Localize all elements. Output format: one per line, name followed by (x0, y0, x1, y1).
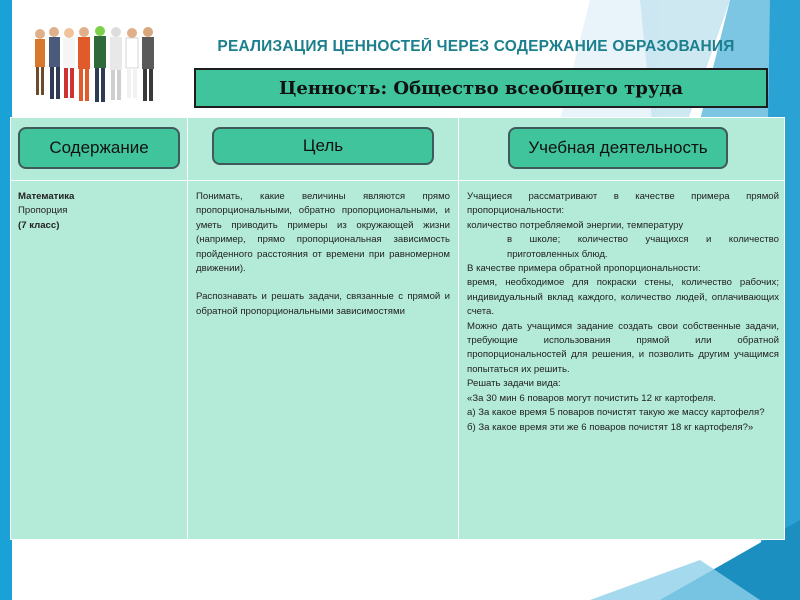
activity-cell (467, 190, 779, 435)
worker-figure (49, 27, 60, 99)
header-activity: Учебная деятельность (508, 127, 728, 169)
content-column (11, 118, 187, 539)
worker-figure (142, 27, 154, 101)
grade-label: (7 класс) (18, 219, 60, 231)
subject-name: Математика (18, 191, 75, 202)
activity-line: Решать задачи вида: (467, 378, 561, 390)
worker-figure (94, 26, 106, 102)
activity-line: б) За какое время эти же 6 поваров почистят 18 кг картофеля?» (467, 421, 754, 433)
workers-illustration (30, 20, 170, 110)
header-goal: Цель (212, 127, 434, 165)
activity-line: а) За какое время 5 поваров почистят такую же массу картофеля? (467, 407, 765, 419)
activity-line: В качестве примера обратной пропорциональности: (467, 263, 701, 275)
content-cell (18, 190, 178, 233)
topic-name: Пропорция (18, 205, 68, 217)
header-content: Содержание (18, 127, 180, 169)
activity-column (459, 118, 786, 539)
activity-line: время, необходимое для покраски стены, количество рабочих; индивидуальный вклад каждого, количество людей, оплачивающих счета. (467, 277, 779, 318)
worker-figure (126, 28, 138, 98)
goal-cell (196, 190, 450, 319)
worker-figure (110, 27, 122, 100)
goal-column (188, 118, 458, 539)
activity-line: Можно дать учащимся задание создать свои собственные задачи, требующие использования прямой или обратной пропорциональностей для решения, и позволить другим учащимся попытаться их решить. (467, 320, 779, 375)
page-title: РЕАЛИЗАЦИЯ ЦЕННОСТЕЙ ЧЕРЕЗ СОДЕРЖАНИЕ ОБРАЗОВАНИЯ (217, 38, 735, 55)
value-banner: Ценность: Общество всеобщего труда (194, 68, 768, 108)
activity-line: Учащиеся рассматривают в качестве примера прямой пропорциональности: (467, 191, 779, 217)
activity-line: количество потребляемой энергии, температуру (467, 219, 684, 231)
goal-paragraph: Распознавать и решать задачи, связанные с прямой и обратной пропорциональными зависимостями (196, 291, 450, 317)
activity-line: «За 30 мин 6 поваров могут почистить 12 кг картофеля. (467, 392, 716, 404)
goal-paragraph: Понимать, какие величины являются прямо пропорциональными, обратно пропорциональными, и уметь приводить примеры из окружающей жизни (например, прямо пропорциональная зависимость пройденного расстояния от времени при равномерном движении). (196, 191, 450, 275)
content-table (10, 117, 785, 540)
worker-figure (63, 28, 75, 98)
worker-figure (35, 29, 45, 95)
activity-line: в школе; количество учащихся и количество приготовленных блюд. (507, 234, 779, 260)
worker-figure (78, 27, 90, 101)
